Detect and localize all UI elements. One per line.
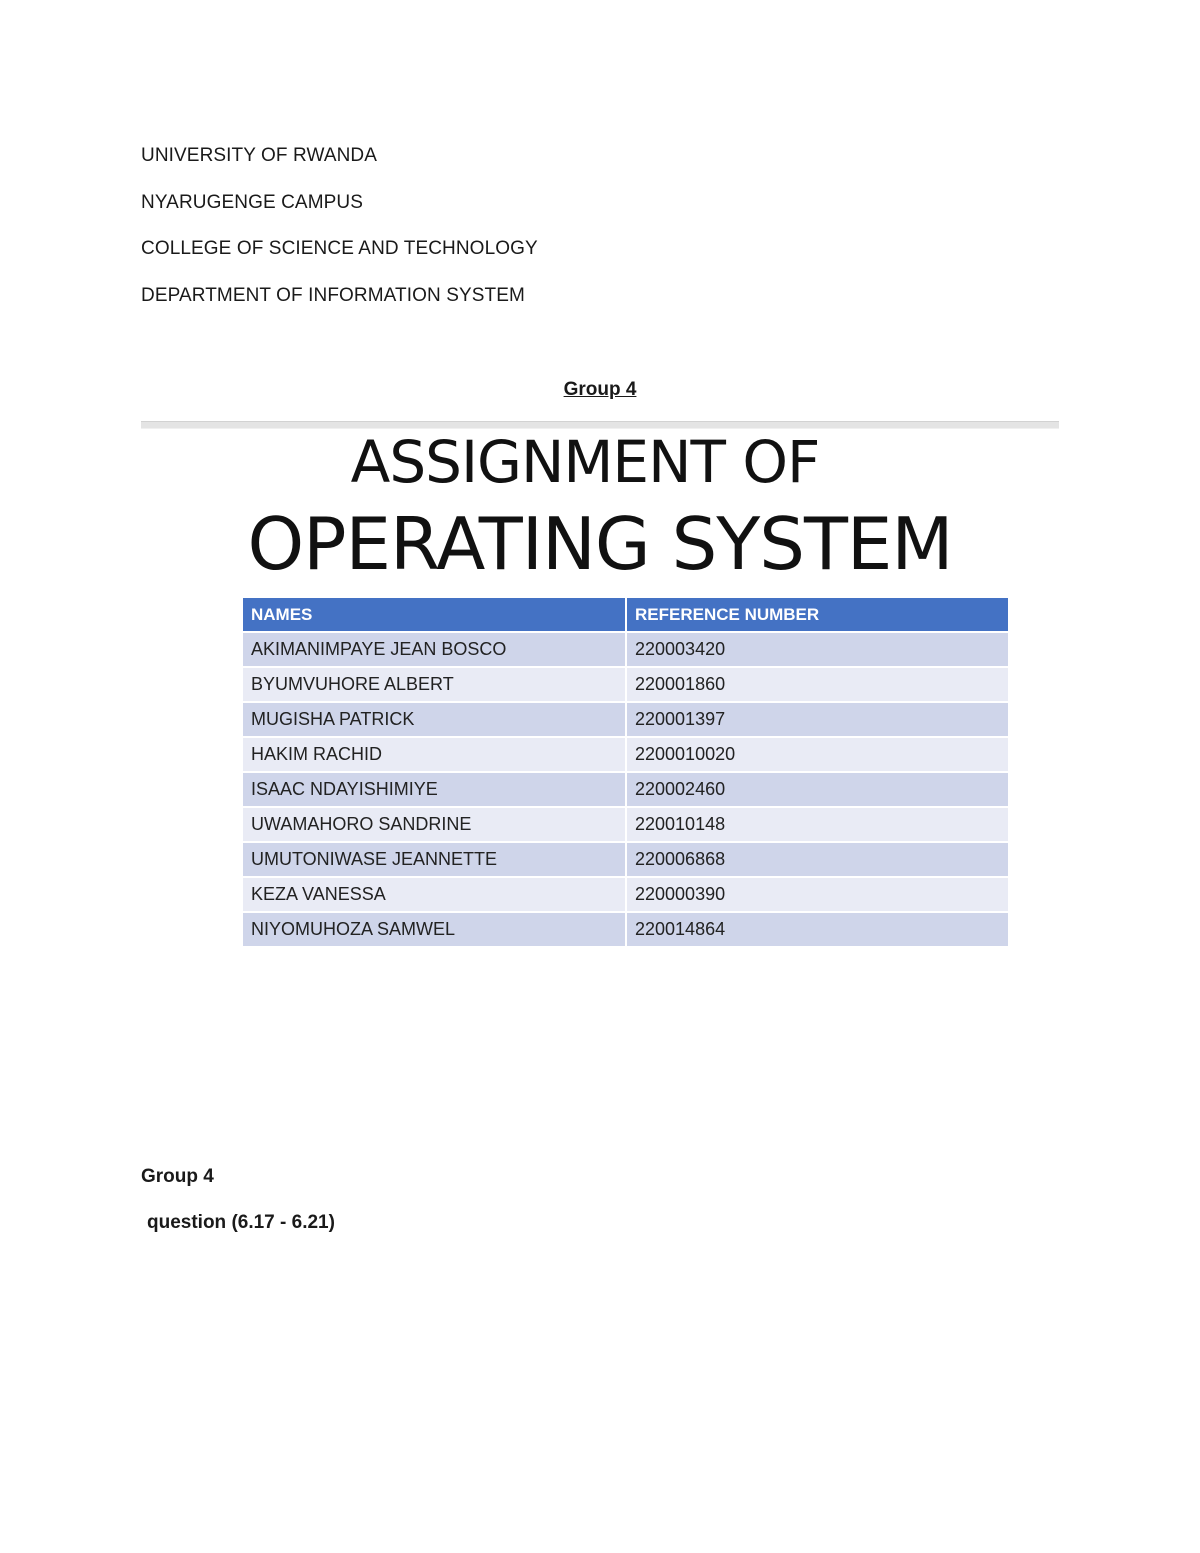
header-names: NAMES (243, 598, 627, 633)
member-name: HAKIM RACHID (243, 738, 627, 773)
assignment-title-line-1: ASSIGNMENT OF (350, 428, 820, 496)
member-reference: 220000390 (627, 878, 1010, 913)
table-row (243, 843, 1010, 878)
table-row (243, 773, 1010, 808)
member-name: UWAMAHORO SANDRINE (243, 808, 627, 843)
member-reference: 2200010020 (627, 738, 1010, 773)
footer-group-label: Group 4 (141, 1166, 214, 1187)
assignment-title-line-2: OPERATING SYSTEM (247, 502, 953, 586)
table-row (243, 878, 1010, 913)
member-reference: 220006868 (627, 843, 1010, 878)
group-heading: Group 4 (563, 379, 637, 400)
table-header-row (243, 598, 1010, 633)
member-reference: 220014864 (627, 913, 1010, 948)
member-name: MUGISHA PATRICK (243, 703, 627, 738)
member-reference: 220002460 (627, 773, 1010, 808)
table-row (243, 703, 1010, 738)
table-row (243, 808, 1010, 843)
members-table (243, 598, 1010, 948)
table-row (243, 633, 1010, 668)
department-name: DEPARTMENT OF INFORMATION SYSTEM (141, 285, 525, 306)
member-name: BYUMVUHORE ALBERT (243, 668, 627, 703)
campus-name: NYARUGENGE CAMPUS (141, 192, 363, 213)
member-reference: 220001397 (627, 703, 1010, 738)
member-name: ISAAC NDAYISHIMIYE (243, 773, 627, 808)
header-reference-number: REFERENCE NUMBER (627, 598, 1010, 633)
table-row (243, 913, 1010, 948)
member-name: NIYOMUHOZA SAMWEL (243, 913, 627, 948)
footer-question-range: question (6.17 - 6.21) (147, 1212, 335, 1233)
table-row (243, 668, 1010, 703)
member-reference: 220003420 (627, 633, 1010, 668)
table-row (243, 738, 1010, 773)
member-reference: 220001860 (627, 668, 1010, 703)
member-name: KEZA VANESSA (243, 878, 627, 913)
college-name: COLLEGE OF SCIENCE AND TECHNOLOGY (141, 238, 538, 259)
member-reference: 220010148 (627, 808, 1010, 843)
member-name: UMUTONIWASE JEANNETTE (243, 843, 627, 878)
university-name: UNIVERSITY OF RWANDA (141, 145, 378, 166)
member-name: AKIMANIMPAYE JEAN BOSCO (243, 633, 627, 668)
